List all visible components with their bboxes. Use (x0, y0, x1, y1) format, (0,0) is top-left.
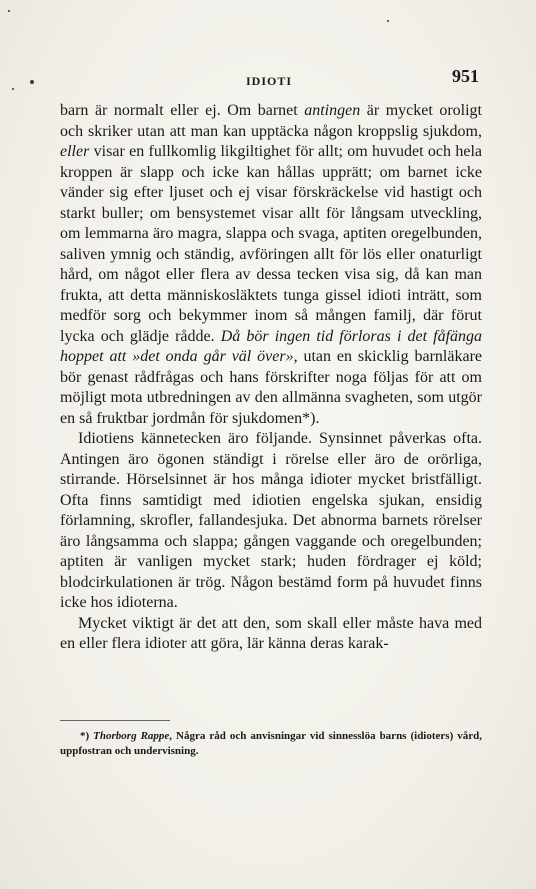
page-number: 951 (452, 66, 479, 86)
emphasis: eller (60, 143, 90, 160)
footnote-author: Thorborg Rappe (93, 730, 170, 742)
running-title: IDIOTI (246, 74, 293, 88)
body-text (60, 101, 482, 655)
paragraph-3: Mycket viktigt är det att den, som skall eller måste hava med en eller flera idioter att göra, lär känna deras karak- (60, 614, 482, 652)
footnote (60, 729, 482, 759)
paragraph-2: Idiotiens kännetecken äro följande. Synsinnet påverkas ofta. Antingen äro ögonen ständigt i rörelse eller äro de orörliga, stirrande. Hörselsinnet är hos många idioter mycket bristfälligt. Ofta finns samtidigt med idiotien engelska sjukan, ensidig förlamning, skrofler, fallandesjuka. Det abnorma barnets rörelser äro långsamma och slappa; gången vaggande och oregelbunden; aptiten är vanligen mycket stark; huden fördrager ej köld; blodcirkulationen är trög. Någon bestämd form på huvudet finns icke hos idioterna. (60, 430, 482, 611)
print-speck (8, 10, 10, 12)
text-run: barn är normalt eller ej. Om barnet (60, 102, 305, 119)
emphasis: Då bör ingen tid förloras i det fåfänga hoppet att »det onda går väl över» (60, 327, 483, 365)
footnote-divider (60, 720, 170, 721)
emphasis: antingen (304, 102, 361, 119)
text-run: visar en fullkomlig likgiltighet för allt; om huvudet och hela kroppen är slapp och icke kan hållas upprätt; om barnet icke vänder sig efter ljuset och ej visar förskräckelse vid hastigt och starkt buller; om bensystemet visar allt för långsam utveckling, om lemmarna äro magra, slappa och svaga, aptiten oregelbunden, saliven ymnig och ständig, avföringen allt för lös eller onaturligt hård, om något eller flera av dessa tecken visa sig, då kan man frukta, att detta människosläktets tunga gissel idioti inträtt, som medför sorg och bekymmer inom så mången familj, där förut lycka och glädje rådde. (60, 143, 482, 345)
page-header (0, 66, 536, 96)
paragraph-1 (60, 101, 482, 429)
footnote-text: , Några råd och anvisningar vid sinnesslöa barns (idioters) vård, uppfostran och undervisning. (60, 730, 482, 757)
print-speck (387, 20, 389, 22)
text-run: är mycket oroligt och skriker utan att man kan upptäcka någon kroppslig sjukdom, (60, 102, 482, 140)
footnote-marker: *) (80, 730, 94, 742)
text-run: , utan en skicklig barnläkare bör genast rådfrågas och hans förskrifter noga följas för att om möjligt mota utbredningen av den allmänna svagheten, som utgör en så fruktbar jordmån för sjukdomen*). (60, 348, 482, 427)
